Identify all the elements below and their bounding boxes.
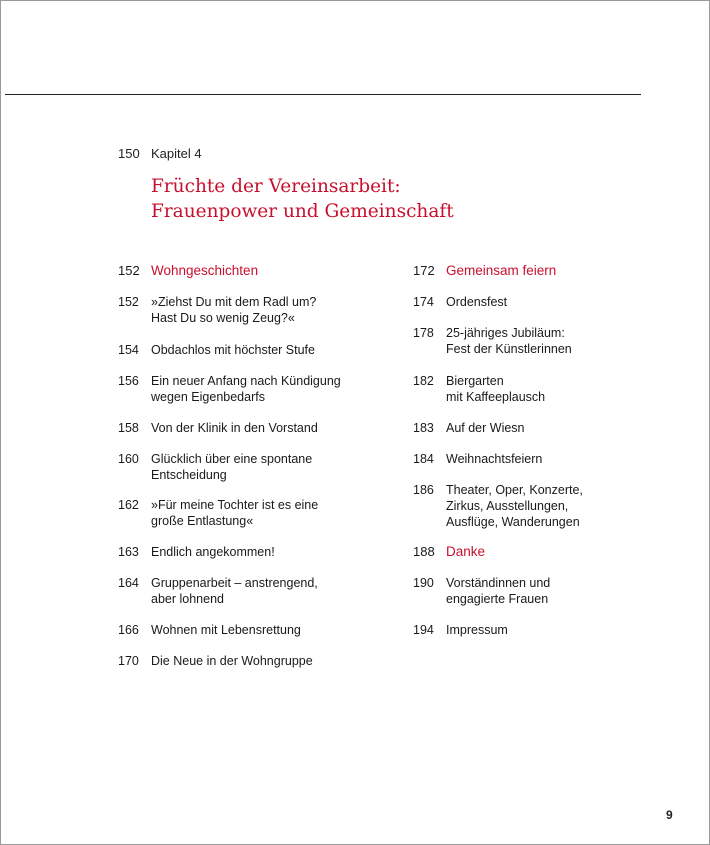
toc-page-number: 158: [118, 421, 139, 435]
toc-page-number: 170: [118, 654, 139, 668]
toc-page-number: 186: [413, 483, 434, 497]
toc-page-number: 164: [118, 576, 139, 590]
toc-entry-title: 25-jähriges Jubiläum: Fest der Künstlerinnen: [446, 326, 572, 356]
toc-page-number: 166: [118, 623, 139, 637]
chapter-title-line: Frauenpower und Gemeinschaft: [151, 201, 454, 222]
toc-page-number: 184: [413, 452, 434, 466]
toc-entry-title: Wohnen mit Lebensrettung: [151, 623, 301, 637]
toc-page-number: 190: [413, 576, 434, 590]
toc-entry-title: Impressum: [446, 623, 508, 637]
toc-entry-title: Gruppenarbeit – anstrengend, aber lohnend: [151, 576, 318, 606]
toc-entry-title: Ein neuer Anfang nach Kündigung wegen Eigenbedarfs: [151, 374, 341, 404]
toc-page-number: 163: [118, 545, 139, 559]
header-rule: [5, 94, 641, 95]
toc-page-number: 172: [413, 263, 435, 278]
toc-section-title: Wohngeschichten: [151, 263, 259, 278]
toc-page-number: 154: [118, 343, 139, 357]
chapter-heading: [118, 146, 202, 161]
toc-page-number: 174: [413, 295, 434, 309]
toc-entry-title: Endlich angekommen!: [151, 545, 275, 559]
toc-entry-title: Weihnachtsfeiern: [446, 452, 543, 466]
toc-section-title: Danke: [446, 544, 486, 559]
toc-entry-title: »Für meine Tochter ist es eine große Entlastung«: [151, 498, 319, 528]
toc-page-number: 178: [413, 326, 434, 340]
toc-entry-title: »Ziehst Du mit dem Radl um? Hast Du so wenig Zeug?«: [151, 295, 317, 325]
toc-page-number: 162: [118, 498, 139, 512]
toc-page-number: 182: [413, 374, 434, 388]
toc-entry-title: Obdachlos mit höchster Stufe: [151, 343, 315, 357]
toc-page-number: 156: [118, 374, 139, 388]
toc-entry-title: Die Neue in der Wohngruppe: [151, 654, 313, 668]
chapter-label: Kapitel 4: [151, 146, 202, 161]
toc-page-number: 188: [413, 544, 435, 559]
toc-entry-title: Von der Klinik in den Vorstand: [151, 421, 318, 435]
toc-entry-title: Biergarten mit Kaffeeplausch: [446, 374, 546, 404]
toc-page-number: 183: [413, 421, 434, 435]
toc-page-number: 160: [118, 452, 139, 466]
toc-page-number: 152: [118, 295, 139, 309]
toc-entry-title: Theater, Oper, Konzerte, Zirkus, Ausstellungen, Ausflüge, Wanderungen: [446, 483, 583, 529]
toc-entry-title: Ordensfest: [446, 295, 508, 309]
chapter-page-number: 150: [118, 146, 140, 161]
toc-entry-title: Vorständinnen und engagierte Frauen: [446, 576, 551, 606]
chapter-title-line: Früchte der Vereinsarbeit:: [151, 176, 401, 197]
page-number: 9: [666, 808, 673, 822]
toc-page-number: 194: [413, 623, 434, 637]
toc-entry-title: Auf der Wiesn: [446, 421, 525, 435]
toc-entry-title: Glücklich über eine spontane Entscheidung: [151, 452, 313, 482]
toc-section-title: Gemeinsam feiern: [446, 263, 557, 278]
chapter-title: [151, 174, 454, 224]
toc-page-number: 152: [118, 263, 140, 278]
